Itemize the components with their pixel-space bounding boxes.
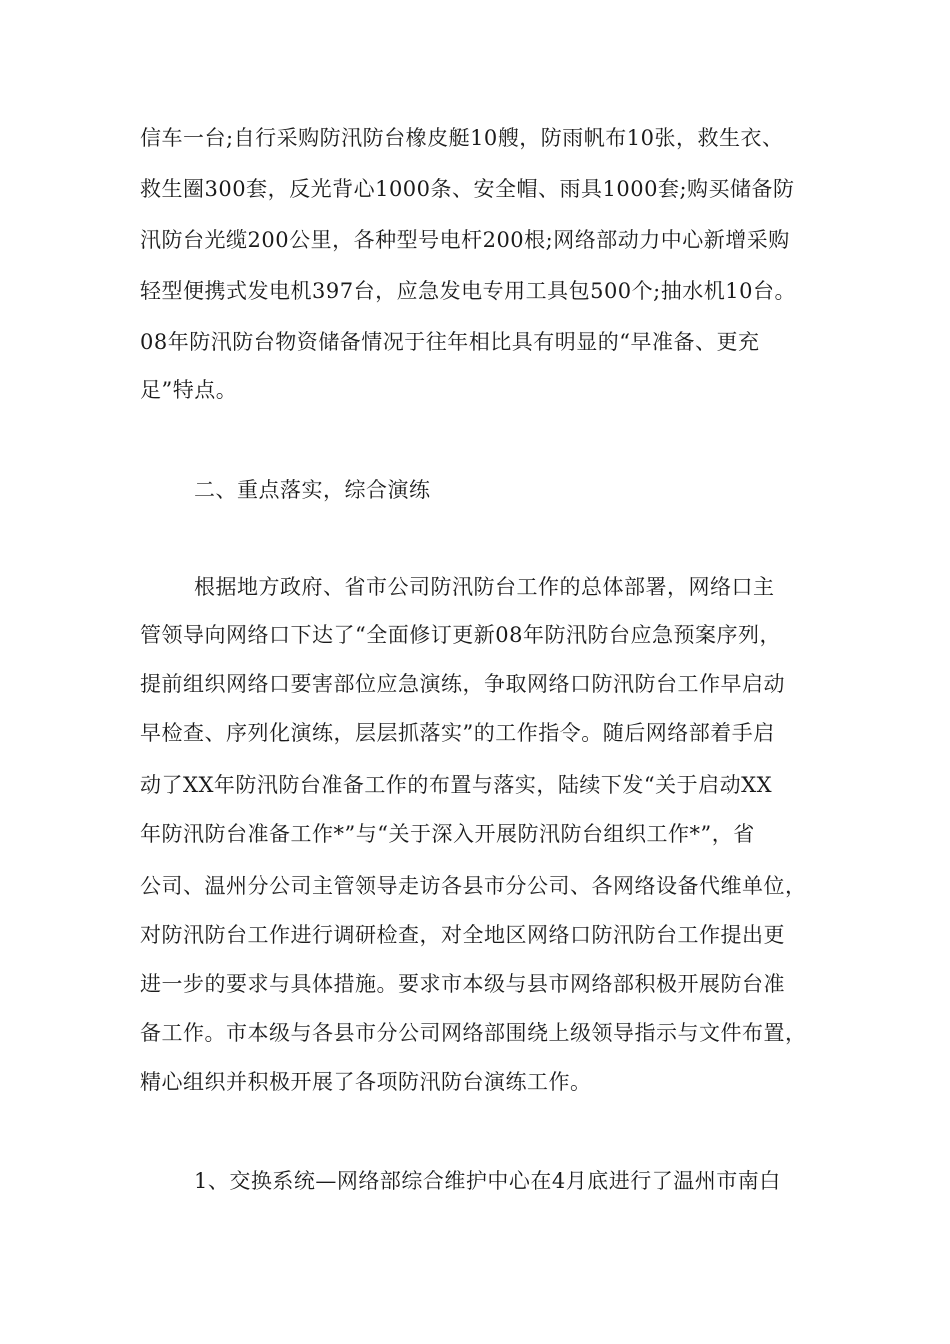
section-heading: 二、重点落实，综合演练 — [194, 478, 431, 502]
paragraph-line: 动了XX年防汛防台准备工作的布置与落实，陆续下发“关于启动XX — [140, 773, 773, 797]
paragraph-line: 根据地方政府、省市公司防汛防台工作的总体部署，网络口主 — [194, 575, 775, 599]
paragraph-line: 进一步的要求与具体措施。要求市本级与县市网络部积极开展防台准 — [140, 972, 785, 996]
paragraph-line: 救生圈300套，反光背心1000条、安全帽、雨具1000套;购买储备防 — [140, 177, 795, 201]
paragraph-line: 早检查、序列化演练，层层抓落实”的工作指令。随后网络部着手启 — [140, 721, 775, 745]
paragraph-line: 公司、温州分公司主管领导走访各县市分公司、各网络设备代维单位， — [140, 874, 807, 898]
paragraph-line: 对防汛防台工作进行调研检查，对全地区网络口防汛防台工作提出更 — [140, 923, 785, 947]
paragraph-line: 管领导向网络口下达了“全面修订更新08年防汛防台应急预案序列， — [140, 623, 781, 647]
paragraph-line: 08年防汛防台物资储备情况于往年相比具有明显的“早准备、更充 — [140, 330, 760, 354]
paragraph-line: 1、交换系统—网络部综合维护中心在4月底进行了温州市南白 — [194, 1169, 781, 1193]
paragraph-line: 轻型便携式发电机397台，应急发电专用工具包500个;抽水机10台。 — [140, 279, 796, 303]
paragraph-line: 信车一台;自行采购防汛防台橡皮艇10艘，防雨帆布10张，救生衣、 — [140, 126, 784, 150]
paragraph-line: 年防汛防台准备工作*”与“关于深入开展防汛防台组织工作*”，省 — [140, 822, 755, 846]
paragraph-line: 汛防台光缆200公里，各种型号电杆200根;网络部动力中心新增采购 — [140, 228, 790, 252]
paragraph-line: 提前组织网络口要害部位应急演练，争取网络口防汛防台工作早启动 — [140, 672, 785, 696]
paragraph-line: 精心组织并积极开展了各项防汛防台演练工作。 — [140, 1070, 592, 1094]
paragraph-line: 备工作。市本级与各县市分公司网络部围绕上级领导指示与文件布置， — [140, 1021, 807, 1045]
paragraph-line: 足”特点。 — [140, 378, 238, 402]
